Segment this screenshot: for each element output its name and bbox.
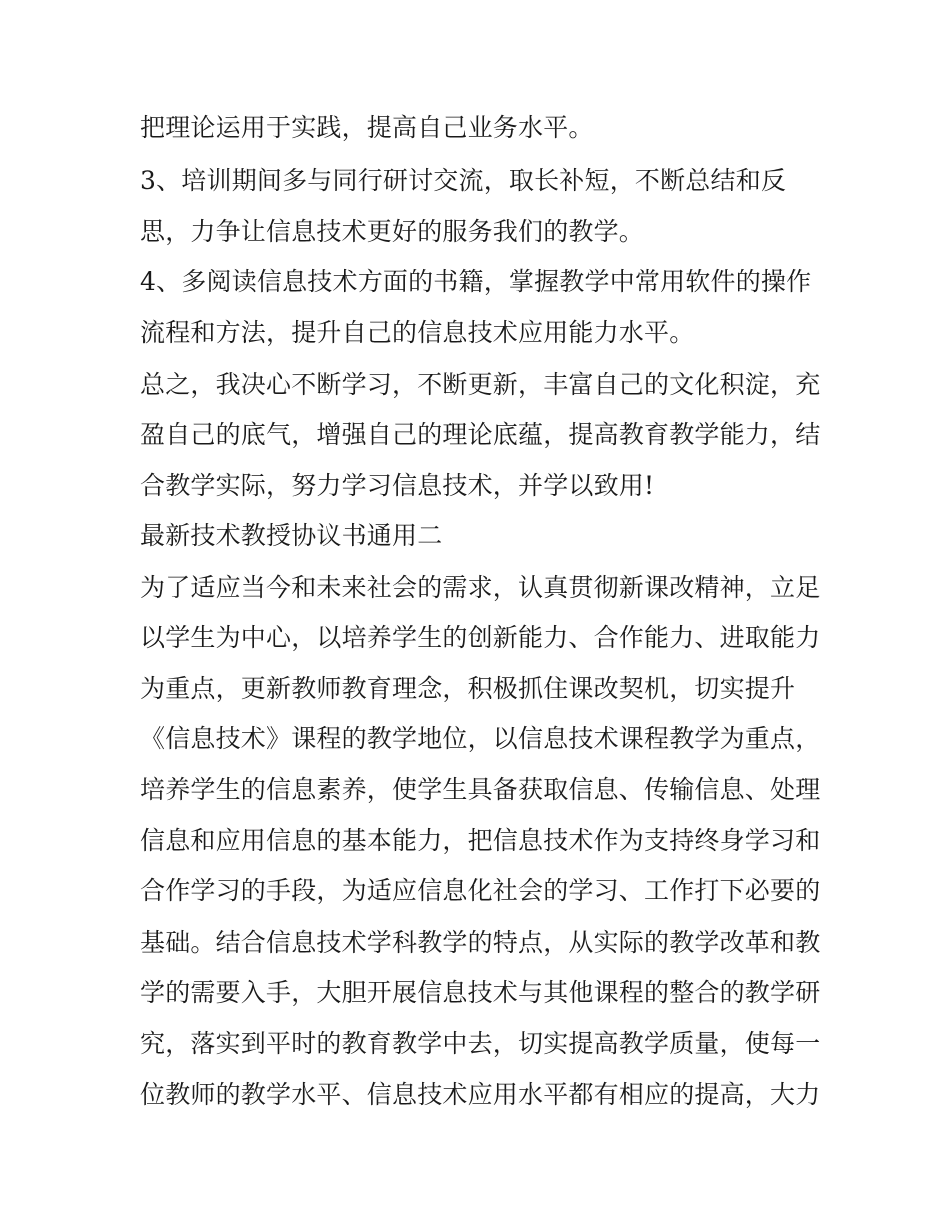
text-line: 为了适应当今和未来社会的需求，认真贯彻新课改精神，立足 xyxy=(140,573,821,602)
section-heading: 最新技术教授协议书通用二 xyxy=(140,521,443,550)
text-line: 信息和应用信息的基本能力，把信息技术作为支持终身学习和 xyxy=(140,826,821,855)
text-line: 流程和方法，提升自己的信息技术应用能力水平。 xyxy=(140,318,695,347)
text-line: 究，落实到平时的教育教学中去，切实提高教学质量，使每一 xyxy=(140,1029,821,1058)
text-line: 合教学实际，努力学习信息技术，并学以致用! xyxy=(140,471,655,500)
text-line: 为重点，更新教师教育理念，积极抓住课改契机，切实提升 xyxy=(140,674,796,703)
text-line: 总之，我决心不断学习，不断更新，丰富自己的文化积淀，充 xyxy=(140,370,821,399)
text-line: 基础。结合信息技术学科教学的特点，从实际的教学改革和教 xyxy=(140,928,821,957)
text-line: 盈自己的底气，增强自己的理论底蕴，提高教育教学能力，结 xyxy=(140,420,821,449)
text-line: 位教师的教学水平、信息技术应用水平都有相应的提高，大力 xyxy=(140,1080,821,1109)
text-line: 3、培训期间多与同行研讨交流，取长补短，不断总结和反 xyxy=(140,166,787,195)
text-line: 以学生为中心，以培养学生的创新能力、合作能力、进取能力 xyxy=(140,623,821,652)
text-line: 合作学习的手段，为适应信息化社会的学习、工作打下必要的 xyxy=(140,876,821,905)
text-line: 《信息技术》课程的教学地位，以信息技术课程教学为重点， xyxy=(140,724,821,753)
text-line: 学的需要入手，大胆开展信息技术与其他课程的整合的教学研 xyxy=(140,978,821,1007)
text-line: 思，力争让信息技术更好的服务我们的教学。 xyxy=(140,217,645,246)
text-line: 培养学生的信息素养，使学生具备获取信息、传输信息、处理 xyxy=(140,775,821,804)
text-line: 4、多阅读信息技术方面的书籍，掌握教学中常用软件的操作 xyxy=(140,267,812,296)
text-line: 把理论运用于实践，提高自己业务水平。 xyxy=(140,113,594,142)
